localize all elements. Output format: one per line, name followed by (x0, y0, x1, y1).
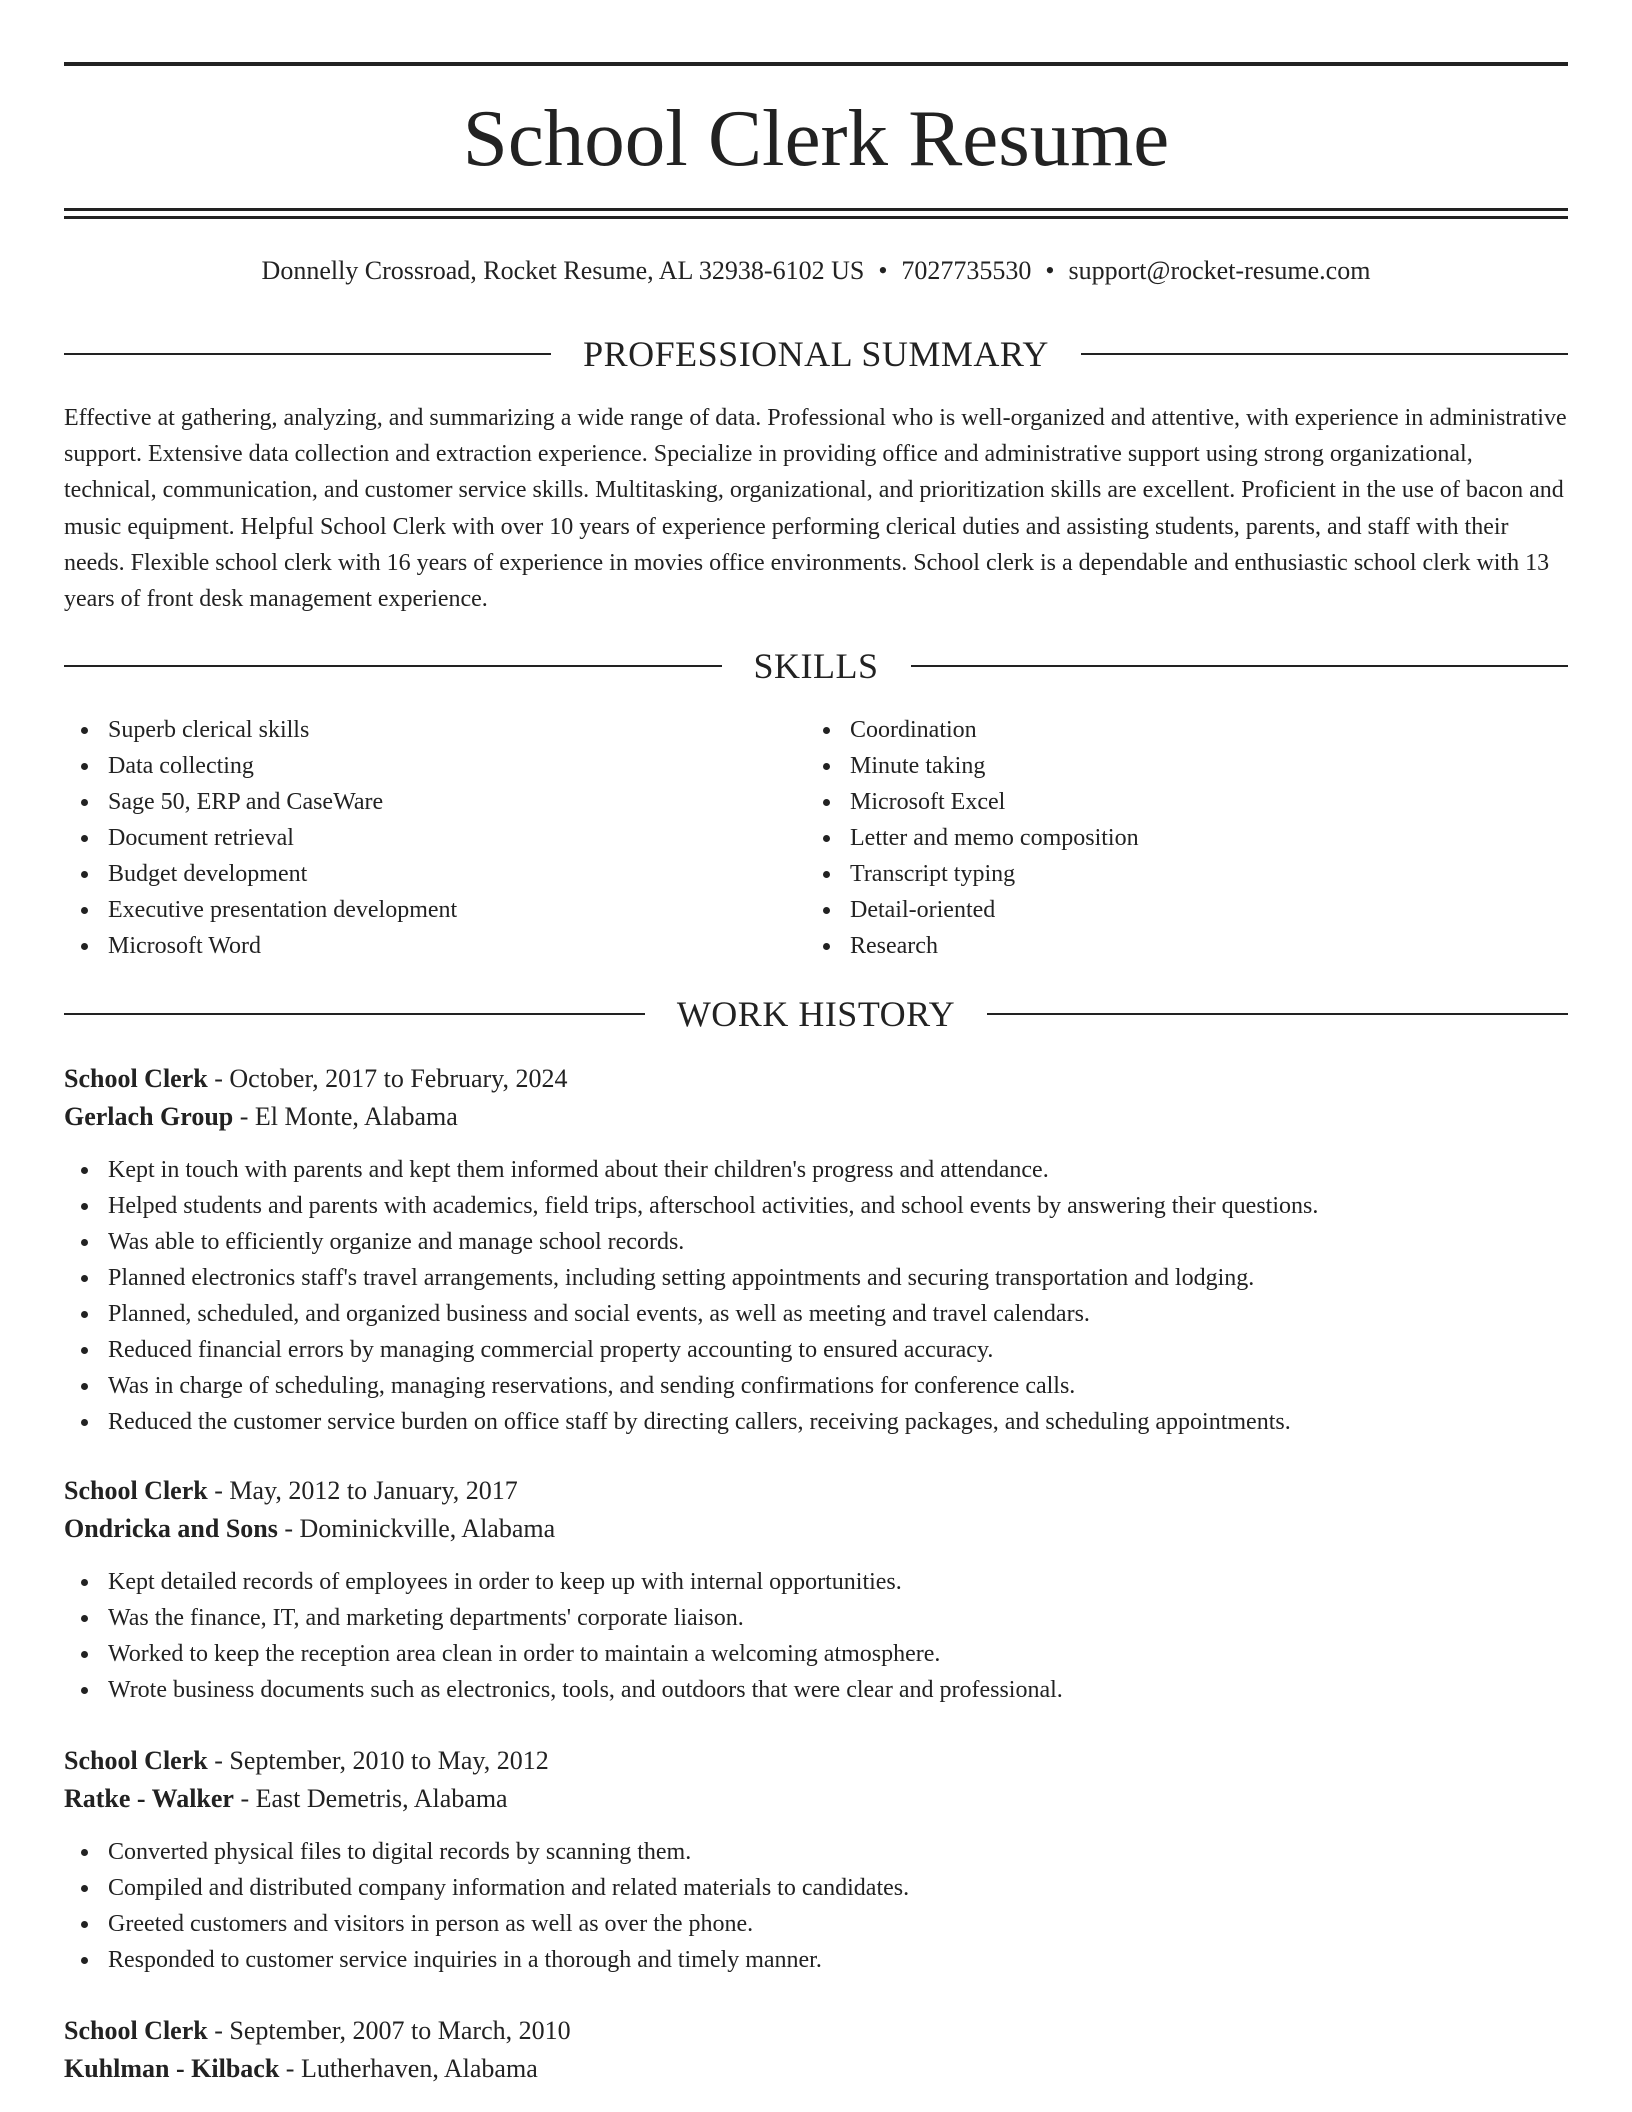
heading-rule (911, 665, 1569, 667)
job-location: - El Monte, Alabama (233, 1102, 458, 1131)
job-duty: Converted physical files to digital records by scanning them. (64, 1834, 1568, 1870)
job-title: School Clerk (64, 1476, 208, 1505)
section-heading-summary (64, 332, 1568, 376)
job-duty: Reduced the customer service burden on office staff by directing callers, receiving packages, and scheduling appointments. (64, 1404, 1568, 1440)
job-location: - Dominickville, Alabama (277, 1514, 556, 1543)
skill-item: Detail-oriented (806, 892, 1139, 928)
skill-item: Sage 50, ERP and CaseWare (64, 784, 457, 820)
section-title: WORK HISTORY (676, 994, 956, 1034)
contact-phone: 7027735530 (901, 256, 1032, 285)
heading-rule (64, 1013, 645, 1015)
job-duty: Responded to customer service inquiries in a thorough and timely manner. (64, 1942, 1568, 1978)
heading-rule (64, 353, 551, 355)
skills-list-left (64, 712, 457, 964)
skills-list-right (806, 712, 1139, 964)
job-duty: Was in charge of scheduling, managing reservations, and sending confirmations for conference calls. (64, 1368, 1568, 1404)
heading-rule (1081, 353, 1568, 355)
section-title: SKILLS (753, 646, 879, 686)
skill-item: Letter and memo composition (806, 820, 1139, 856)
job-dates: - October, 2017 to February, 2024 (207, 1064, 568, 1093)
job-dates: - September, 2007 to March, 2010 (207, 2016, 571, 2045)
skill-item: Executive presentation development (64, 892, 457, 928)
job-duty: Kept in touch with parents and kept them informed about their children's progress and attendance. (64, 1152, 1568, 1188)
job-duties-list (64, 1564, 1568, 1708)
job-duty: Helped students and parents with academics, field trips, afterschool activities, and school events by answering their questions. (64, 1188, 1568, 1224)
skill-item: Microsoft Excel (806, 784, 1139, 820)
job-location: - East Demetris, Alabama (233, 1784, 508, 1813)
heading-rule (64, 665, 722, 667)
skill-item: Transcript typing (806, 856, 1139, 892)
skill-item: Research (806, 928, 1139, 964)
contact-address: Donnelly Crossroad, Rocket Resume, AL 32938-6102 US (261, 256, 865, 285)
job-title: School Clerk (64, 2016, 208, 2045)
skill-item: Minute taking (806, 748, 1139, 784)
job-location: - Lutherhaven, Alabama (279, 2054, 538, 2083)
page-title: School Clerk Resume (462, 93, 1170, 183)
section-heading-work (64, 992, 1568, 1036)
job-duties-list (64, 1152, 1568, 1440)
job-company: Ondricka and Sons (64, 1514, 278, 1543)
job-entry (64, 2012, 1568, 2088)
title-rule-upper (64, 208, 1568, 211)
job-title-line (64, 2012, 1568, 2050)
contact-line (64, 254, 1568, 288)
top-rule (64, 62, 1568, 66)
job-title-line (64, 1742, 1568, 1780)
job-dates: - September, 2010 to May, 2012 (207, 1746, 549, 1775)
section-title: PROFESSIONAL SUMMARY (583, 334, 1049, 374)
contact-email: support@rocket-resume.com (1068, 256, 1371, 285)
contact-separator: • (1045, 256, 1055, 285)
summary-text: Effective at gathering, analyzing, and summarizing a wide range of data. Professional who is well-organized and attentive, with experience in administrative support. Extensive data collection and extraction experience. Specialize in providing office and administrative support using strong organizational, technical, communication, and customer service skills. Multitasking, organizational, and prioritization skills are excellent. Proficient in the use of bacon and music equipment. Helpful School Clerk with over 10 years of experience performing clerical duties and assisting students, parents, and staff with their needs. Flexible school clerk with 16 years of experience in movies office environments. School clerk is a dependable and enthusiastic school clerk with 13 years of front desk management experience. (64, 405, 1567, 613)
job-duty: Greeted customers and visitors in person as well as over the phone. (64, 1906, 1568, 1942)
job-duty: Planned, scheduled, and organized business and social events, as well as meeting and travel calendars. (64, 1296, 1568, 1332)
job-company-line (64, 1510, 1568, 1548)
job-duties-list (64, 1834, 1568, 1978)
skill-item: Document retrieval (64, 820, 457, 856)
job-company-line (64, 2050, 1568, 2088)
job-duty: Compiled and distributed company information and related materials to candidates. (64, 1870, 1568, 1906)
job-title: School Clerk (64, 1746, 208, 1775)
skill-item: Data collecting (64, 748, 457, 784)
job-company: Kuhlman - Kilback (64, 2054, 280, 2083)
job-duty: Wrote business documents such as electronics, tools, and outdoors that were clear and professional. (64, 1672, 1568, 1708)
job-duty: Reduced financial errors by managing commercial property accounting to ensured accuracy. (64, 1332, 1568, 1368)
job-company: Ratke - Walker (64, 1784, 234, 1813)
skill-item: Superb clerical skills (64, 712, 457, 748)
job-duty: Worked to keep the reception area clean in order to maintain a welcoming atmosphere. (64, 1636, 1568, 1672)
job-entry (64, 1060, 1568, 1440)
heading-rule (987, 1013, 1568, 1015)
job-duty: Planned electronics staff's travel arrangements, including setting appointments and securing transportation and lodging. (64, 1260, 1568, 1296)
job-duty: Was able to efficiently organize and manage school records. (64, 1224, 1568, 1260)
job-company-line (64, 1098, 1568, 1136)
skill-item: Budget development (64, 856, 457, 892)
job-title-line (64, 1060, 1568, 1098)
contact-separator: • (878, 256, 888, 285)
title-rule-lower (64, 216, 1568, 219)
job-entry (64, 1742, 1568, 1978)
section-heading-skills (64, 644, 1568, 688)
job-company: Gerlach Group (64, 1102, 234, 1131)
job-duty: Was the finance, IT, and marketing departments' corporate liaison. (64, 1600, 1568, 1636)
job-title: School Clerk (64, 1064, 208, 1093)
job-title-line (64, 1472, 1568, 1510)
job-duty: Kept detailed records of employees in order to keep up with internal opportunities. (64, 1564, 1568, 1600)
skill-item: Coordination (806, 712, 1139, 748)
job-company-line (64, 1780, 1568, 1818)
job-entry (64, 1472, 1568, 1708)
skill-item: Microsoft Word (64, 928, 457, 964)
job-dates: - May, 2012 to January, 2017 (207, 1476, 518, 1505)
